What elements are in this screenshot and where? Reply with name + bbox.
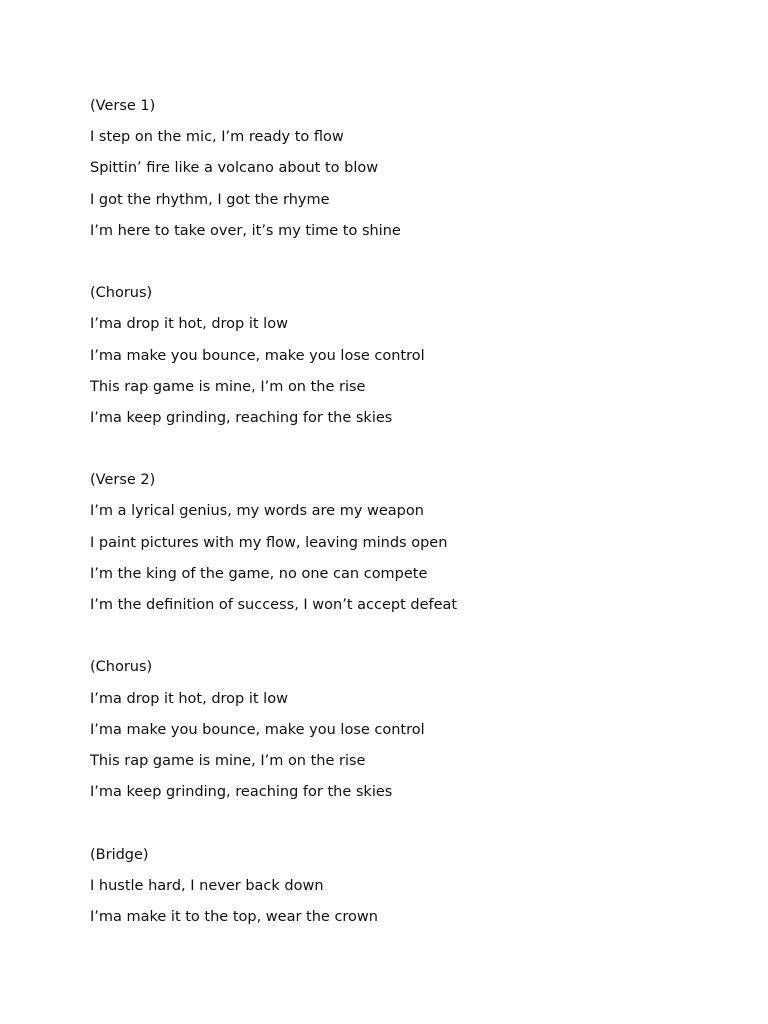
lyric-line: Spittin’ fire like a volcano about to blow: [90, 160, 379, 177]
lyric-line: I’ma keep grinding, reaching for the skies: [90, 784, 393, 801]
lyric-line: I step on the mic, I’m ready to flow: [90, 129, 344, 146]
lyric-line: I’m here to take over, it’s my time to shine: [90, 222, 401, 239]
lyric-line: I hustle hard, I never back down: [90, 877, 324, 894]
section-heading: (Chorus): [90, 285, 153, 302]
lyric-line: I’ma make you bounce, make you lose control: [90, 347, 425, 364]
lyric-line: I’ma make it to the top, wear the crown: [90, 908, 378, 925]
section-chorus-repeat: [90, 652, 730, 808]
lyric-line: I’ma make you bounce, make you lose control: [90, 721, 425, 738]
lyrics-document: [90, 91, 730, 933]
section-bridge: [90, 840, 730, 934]
section-spacer: [90, 808, 730, 839]
section-chorus: [90, 278, 730, 434]
lyric-line: I’ma keep grinding, reaching for the skies: [90, 409, 393, 426]
lyric-line: I’m the definition of success, I won’t accept defeat: [90, 597, 458, 613]
section-spacer: [90, 247, 730, 278]
lyric-line: I’m a lyrical genius, my words are my weapon: [90, 503, 424, 520]
lyric-line: I’ma drop it hot, drop it low: [90, 690, 288, 707]
section-spacer: [90, 434, 730, 465]
section-verse-1: [90, 91, 730, 247]
lyric-line: I’m the king of the game, no one can compete: [90, 565, 428, 582]
lyric-line: I got the rhythm, I got the rhyme: [90, 191, 330, 208]
lyric-line: This rap game is mine, I’m on the rise: [90, 378, 366, 395]
section-verse-2: [90, 465, 730, 621]
section-heading: (Chorus): [90, 659, 153, 676]
lyric-line: I paint pictures with my flow, leaving minds open: [90, 534, 448, 551]
lyric-line: This rap game is mine, I’m on the rise: [90, 752, 366, 769]
section-heading: (Verse 1): [90, 98, 156, 114]
lyric-line: I’ma drop it hot, drop it low: [90, 316, 288, 333]
section-spacer: [90, 621, 730, 652]
section-heading: (Bridge): [90, 846, 149, 863]
section-heading: (Verse 2): [90, 472, 156, 489]
